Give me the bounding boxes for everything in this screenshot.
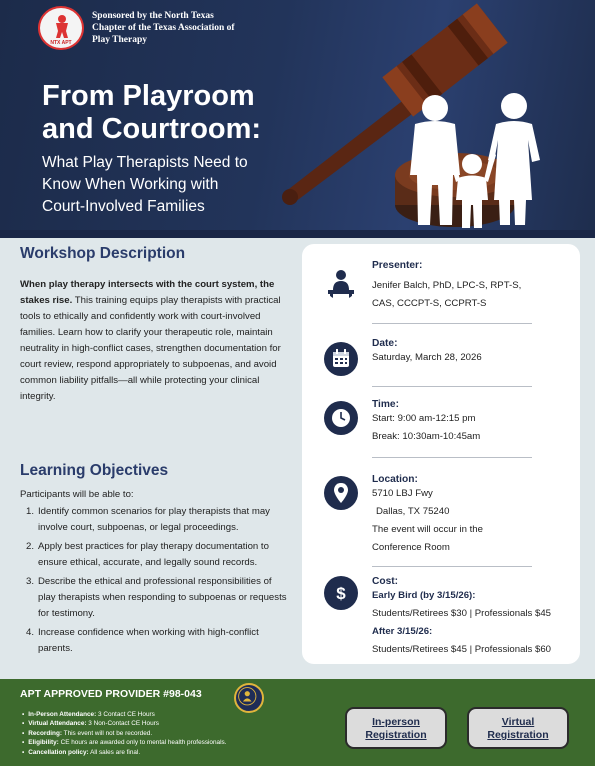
title-line: and Courtroom: [42, 113, 262, 145]
bullet-text: CE hours are awarded only to mental health professionals. [58, 739, 227, 747]
workshop-description-text [20, 277, 288, 405]
objectives-list [20, 504, 288, 660]
location-note: The event will occur in the [372, 524, 483, 535]
event-details-card [302, 244, 580, 664]
list-item [20, 539, 288, 571]
bullet-text: This event will not be recorded. [62, 729, 153, 737]
divider [372, 566, 532, 567]
late-prices: Students/Retirees $45 | Professionals $60 [372, 644, 552, 655]
page-title [42, 80, 302, 146]
sponsor-text: Sponsored by the North Texas Chapter of the Texas Association of Play Therapy [92, 11, 235, 45]
list-item [20, 574, 288, 622]
child-figure-icon [54, 14, 70, 38]
button-label-line: Virtual [501, 716, 535, 728]
list-item [20, 625, 288, 657]
apt-seal-icon [234, 683, 264, 713]
subtitle-line: Know When Working with [42, 176, 219, 193]
gavel-family-illustration [270, 0, 595, 238]
bullet-label: Cancellation policy: [28, 748, 89, 756]
list-text: Apply best practices for play therapy documentation to ensure ethical, accurate, and legally sound records. [38, 541, 269, 568]
early-bird-label: Early Bird (by 3/15/26): [372, 590, 476, 601]
description-body: This training equips play therapists with practical tools to ethically and confidently work with court-involved families. Learn how to clarify your therapeutic role, maintain neutrality in high-conflict cases, strengthen documentation for court review, respond appropriately to subpoenas, and avoid common liability pitfalls—all while protecting your clinical integrity. [20, 295, 281, 402]
clock-icon [324, 401, 358, 435]
divider [372, 323, 532, 324]
header-banner [0, 0, 595, 238]
subtitle-line: Court-Involved Families [42, 198, 205, 215]
list-text: Increase confidence when working with high-conflict parents. [38, 627, 259, 654]
list-text: Describe the ethical and professional responsibilities of play therapists when responding to subpoenas or requests for testimony. [38, 576, 287, 619]
bullet-text: 3 Non-Contact CE Hours [86, 720, 159, 728]
list-item [22, 719, 322, 728]
button-label-line: In-person [372, 716, 420, 728]
list-number: 3. [25, 576, 34, 587]
presenter-icon [324, 266, 358, 300]
presenter-label: Presenter: [372, 260, 423, 271]
dollar-icon [324, 576, 358, 610]
title-line: From Playroom [42, 80, 255, 112]
svg-text:$: $ [336, 584, 346, 603]
bullet-label: Recording: [28, 729, 62, 737]
in-person-registration-button[interactable] [345, 707, 447, 749]
bullet-label: In-Person Attendance: [28, 711, 97, 718]
bullet-label: Eligibility: [28, 739, 59, 747]
time-break: Break: 10:30am-10:45am [372, 431, 481, 442]
bullet-text: All sales are final. [88, 748, 141, 756]
ce-info-list [22, 710, 322, 757]
page-subtitle [42, 152, 302, 218]
list-item [22, 710, 322, 719]
family-icon [410, 93, 540, 228]
date-value: Saturday, March 28, 2026 [372, 352, 482, 363]
list-item [20, 504, 288, 536]
divider [372, 457, 532, 458]
bullet-text: 3 Contact CE Hours [96, 711, 155, 718]
location-label: Location: [372, 474, 418, 485]
presenter-credentials: CAS, CCCPT-S, CCPRT-S [372, 298, 487, 309]
virtual-registration-button[interactable] [467, 707, 569, 749]
apt-provider-number: APT APPROVED PROVIDER #98-043 [20, 688, 202, 700]
button-label-line: Registration [365, 729, 427, 741]
late-label: After 3/15/26: [372, 626, 433, 637]
learning-objectives-heading: Learning Objectives [20, 462, 169, 479]
logo-text: NTX APT [50, 40, 72, 46]
time-start: Start: 9:00 am-12:15 pm [372, 413, 476, 424]
cost-label: Cost: [372, 576, 399, 587]
list-number: 4. [25, 627, 34, 638]
divider [372, 386, 532, 387]
location-room: Conference Room [372, 542, 450, 553]
list-item [22, 738, 322, 747]
time-label: Time: [372, 399, 399, 410]
calendar-icon [324, 342, 358, 376]
bullet-label: Virtual Attendance: [28, 720, 87, 728]
workshop-description-heading: Workshop Description [20, 245, 186, 262]
presenter-name: Jenifer Balch, PhD, LPC-S, RPT-S, [372, 280, 522, 291]
subtitle-line: What Play Therapists Need to [42, 154, 248, 171]
list-number: 1. [25, 506, 34, 517]
list-number: 2. [25, 541, 34, 552]
date-label: Date: [372, 338, 398, 349]
chapter-logo [38, 6, 84, 50]
list-item [22, 748, 322, 757]
location-pin-icon [324, 476, 358, 510]
button-label-line: Registration [487, 729, 549, 741]
objectives-intro: Participants will be able to: [20, 489, 134, 500]
list-item [22, 729, 322, 738]
list-text: Identify common scenarios for play therapists that may involve court, subpoenas, or legal proceedings. [38, 506, 270, 533]
description-lead: When play therapy intersects with the court system, the stakes rise. [20, 279, 275, 306]
early-bird-prices: Students/Retirees $30 | Professionals $45 [372, 608, 552, 619]
location-street: 5710 LBJ Fwy [372, 488, 433, 499]
location-city: Dallas, TX 75240 [376, 506, 450, 517]
